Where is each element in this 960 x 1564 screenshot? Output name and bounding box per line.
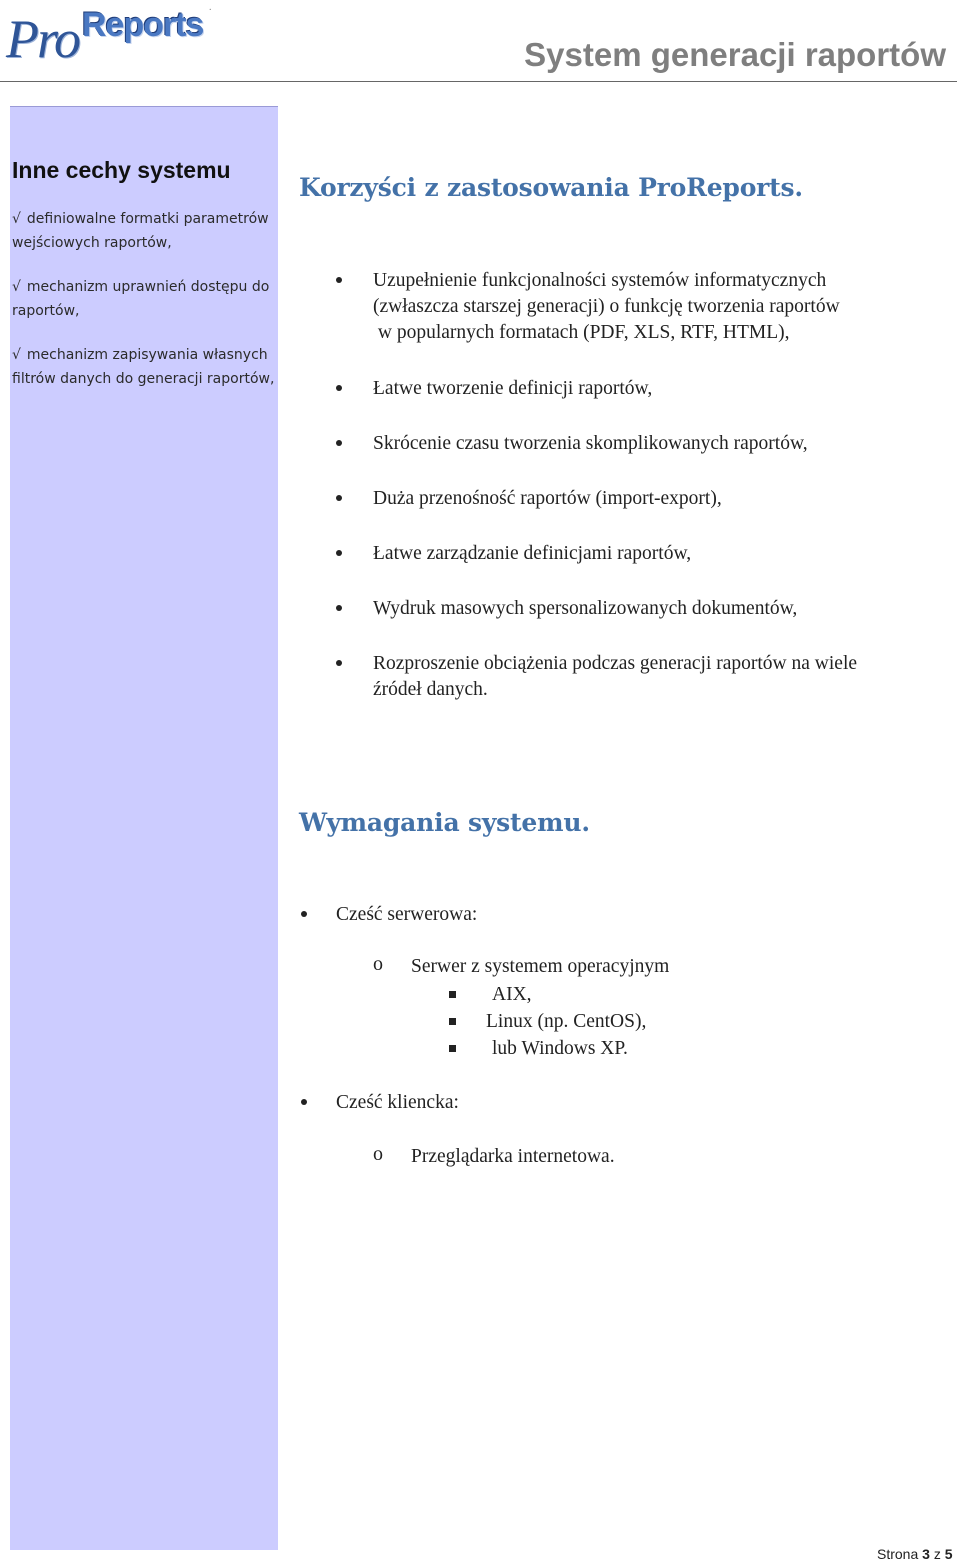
os-item: AIX, — [492, 984, 532, 1005]
check-icon: √ — [12, 211, 21, 227]
os-item: Linux (np. CentOS), — [486, 1011, 647, 1032]
benefit-item: Skrócenie czasu tworzenia skomplikowanych raportów, — [373, 433, 808, 454]
logo-pro-text: Pro — [6, 9, 79, 69]
benefit-item: Łatwe tworzenie definicji raportów, — [373, 378, 653, 399]
page-number: Strona 3 z 5 — [877, 1546, 953, 1562]
bullet-icon — [301, 911, 307, 917]
benefit-item: Uzupełnienie funkcjonalności systemów informatycznych (zwłaszcza starszej generacji) o funkcję tworzenia raportów w popularnych formatach (PDF, XLS, RTF, HTML), — [373, 270, 840, 343]
benefit-item: Łatwe zarządzanie definicjami raportów, — [373, 543, 692, 564]
benefit-item: Wydruk masowych spersonalizowanych dokumentów, — [373, 598, 798, 619]
bullet-icon — [336, 277, 342, 283]
server-os-heading: Serwer z systemem operacyjnym — [411, 956, 670, 977]
bullet-icon — [336, 495, 342, 501]
bullet-icon — [336, 605, 342, 611]
check-icon: √ — [12, 279, 21, 295]
sidebar-title: Inne cechy systemu — [12, 157, 231, 183]
benefit-item: Duża przenośność raportów (import-export), — [373, 488, 722, 509]
benefits-heading: Korzyści z zastosowania ProReports. — [299, 173, 803, 202]
page-title: System generacji raportów — [524, 36, 946, 73]
bullet-icon — [336, 550, 342, 556]
server-part-label: Cześć serwerowa: — [336, 904, 478, 925]
sidebar-feature-item: √ mechanizm zapisywania własnych filtrów danych do generacji raportów, — [12, 347, 275, 387]
sidebar-feature-item: √ definiowalne formatki parametrów wejściowych raportów, — [12, 211, 269, 251]
requirements-heading: Wymagania systemu. — [299, 808, 590, 837]
header-divider — [0, 81, 957, 82]
sidebar-feature-item: √ mechanizm uprawnień dostępu do raportów, — [12, 279, 270, 319]
client-browser-item: Przeglądarka internetowa. — [411, 1146, 615, 1167]
check-icon: √ — [12, 347, 21, 363]
square-bullet-icon — [449, 991, 456, 998]
client-part-label: Cześć kliencka: — [336, 1092, 459, 1113]
bullet-icon — [336, 660, 342, 666]
proreports-logo: Pro Reports . — [6, 2, 212, 69]
sidebar-panel — [10, 106, 278, 1550]
benefit-item: Rozproszenie obciążenia podczas generacji raportów na wiele źródeł danych. — [373, 653, 858, 700]
bullet-icon — [336, 440, 342, 446]
bullet-icon — [301, 1099, 307, 1105]
sub-bullet-icon: o — [373, 953, 383, 975]
logo-reports-text: Reports — [82, 6, 204, 44]
page-header — [0, 0, 960, 84]
square-bullet-icon — [449, 1018, 456, 1025]
os-item: lub Windows XP. — [492, 1038, 628, 1059]
sub-bullet-icon: o — [373, 1143, 383, 1165]
bullet-icon — [336, 385, 342, 391]
square-bullet-icon — [449, 1045, 456, 1052]
